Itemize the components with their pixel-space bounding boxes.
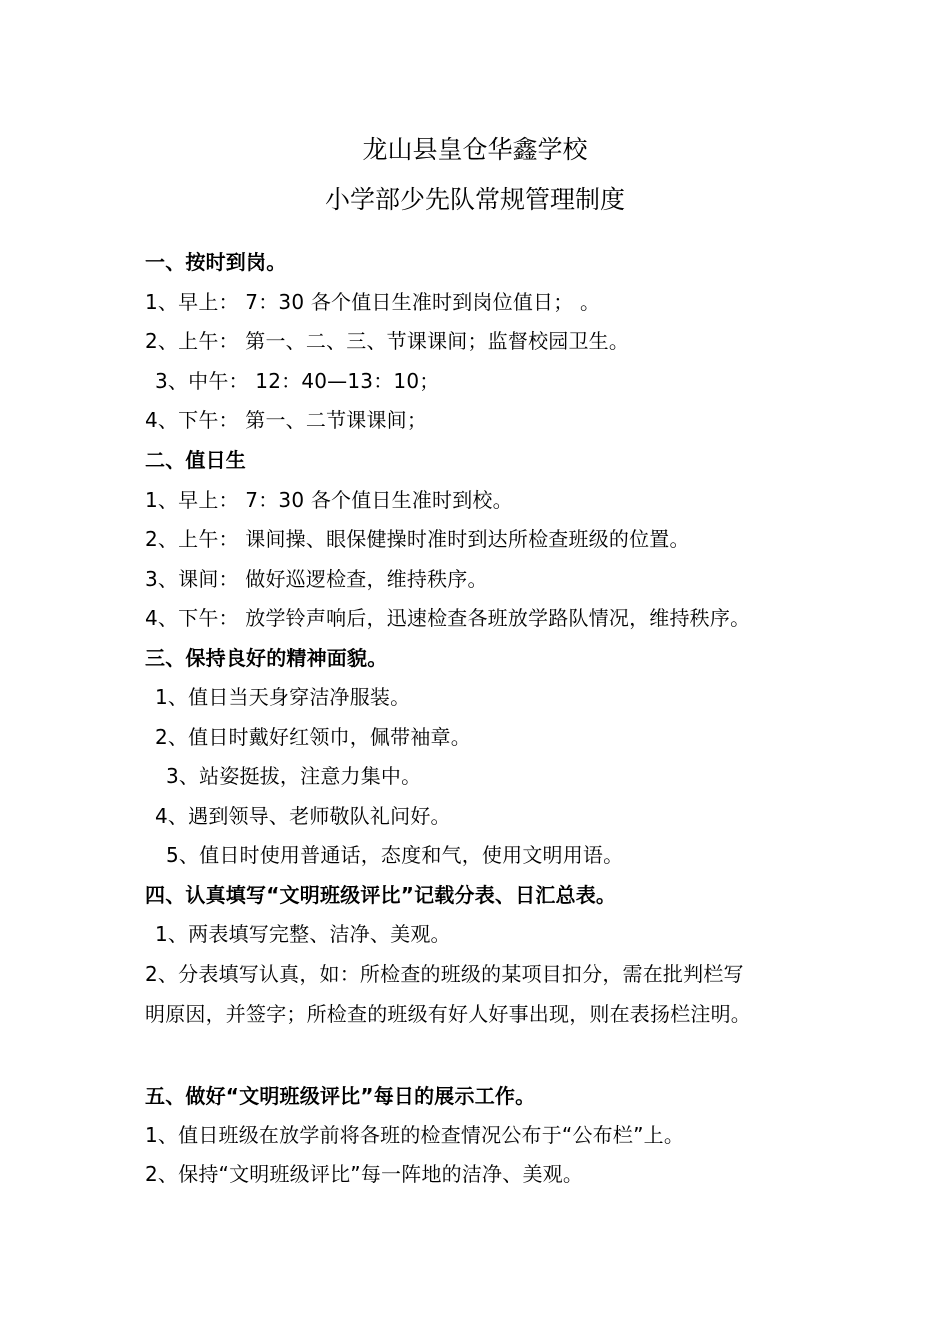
- list-item: 3、中午： 12：40—13：10；: [155, 369, 440, 393]
- list-item: 2、值日时戴好红领巾，佩带袖章。: [155, 725, 471, 749]
- list-item: 2、上午： 第一、二、三、节课课间；监督校园卫生。: [145, 329, 630, 353]
- document-title-school: 龙山县皇仓华鑫学校: [362, 135, 588, 164]
- section-heading-duty-student: 二、值日生: [145, 448, 246, 472]
- document-title-regulation: 小学部少先队常规管理制度: [324, 185, 625, 214]
- list-item: 4、下午： 放学铃声响后，迅速检查各班放学路队情况，维持秩序。: [145, 606, 751, 630]
- list-item: 1、早上： 7：30 各个值日生准时到校。: [145, 488, 513, 512]
- list-item: 1、早上： 7：30 各个值日生准时到岗位值日； 。: [145, 290, 601, 314]
- list-item-continuation: 明原因，并签字；所检查的班级有好人好事出现，则在表扬栏注明。: [145, 1002, 751, 1026]
- section-heading-daily-display: 五、做好“文明班级评比”每日的展示工作。: [145, 1084, 536, 1108]
- list-item: 1、值日班级在放学前将各班的检查情况公布于“公布栏”上。: [145, 1123, 685, 1147]
- list-item: 5、值日时使用普通话，态度和气，使用文明用语。: [166, 843, 624, 867]
- list-item: 2、上午： 课间操、眼保健操时准时到达所检查班级的位置。: [145, 527, 690, 551]
- list-item: 2、保持“文明班级评比”每一阵地的洁净、美观。: [145, 1162, 584, 1186]
- section-heading-score-forms: 四、认真填写“文明班级评比”记载分表、日汇总表。: [145, 883, 617, 907]
- list-item: 2、分表填写认真，如：所检查的班级的某项目扣分，需在批判栏写: [145, 962, 744, 986]
- list-item: 3、站姿挺拔，注意力集中。: [166, 764, 422, 788]
- list-item: 1、值日当天身穿洁净服装。: [155, 685, 411, 709]
- list-item: 3、课间： 做好巡逻检查，维持秩序。: [145, 567, 488, 591]
- list-item: 4、下午： 第一、二节课课间；: [145, 408, 428, 432]
- list-item: 4、遇到领导、老师敬队礼问好。: [155, 804, 451, 828]
- section-heading-on-time: 一、按时到岗。: [145, 250, 287, 274]
- list-item: 1、两表填写完整、洁净、美观。: [155, 922, 451, 946]
- section-heading-appearance: 三、保持良好的精神面貌。: [145, 646, 388, 670]
